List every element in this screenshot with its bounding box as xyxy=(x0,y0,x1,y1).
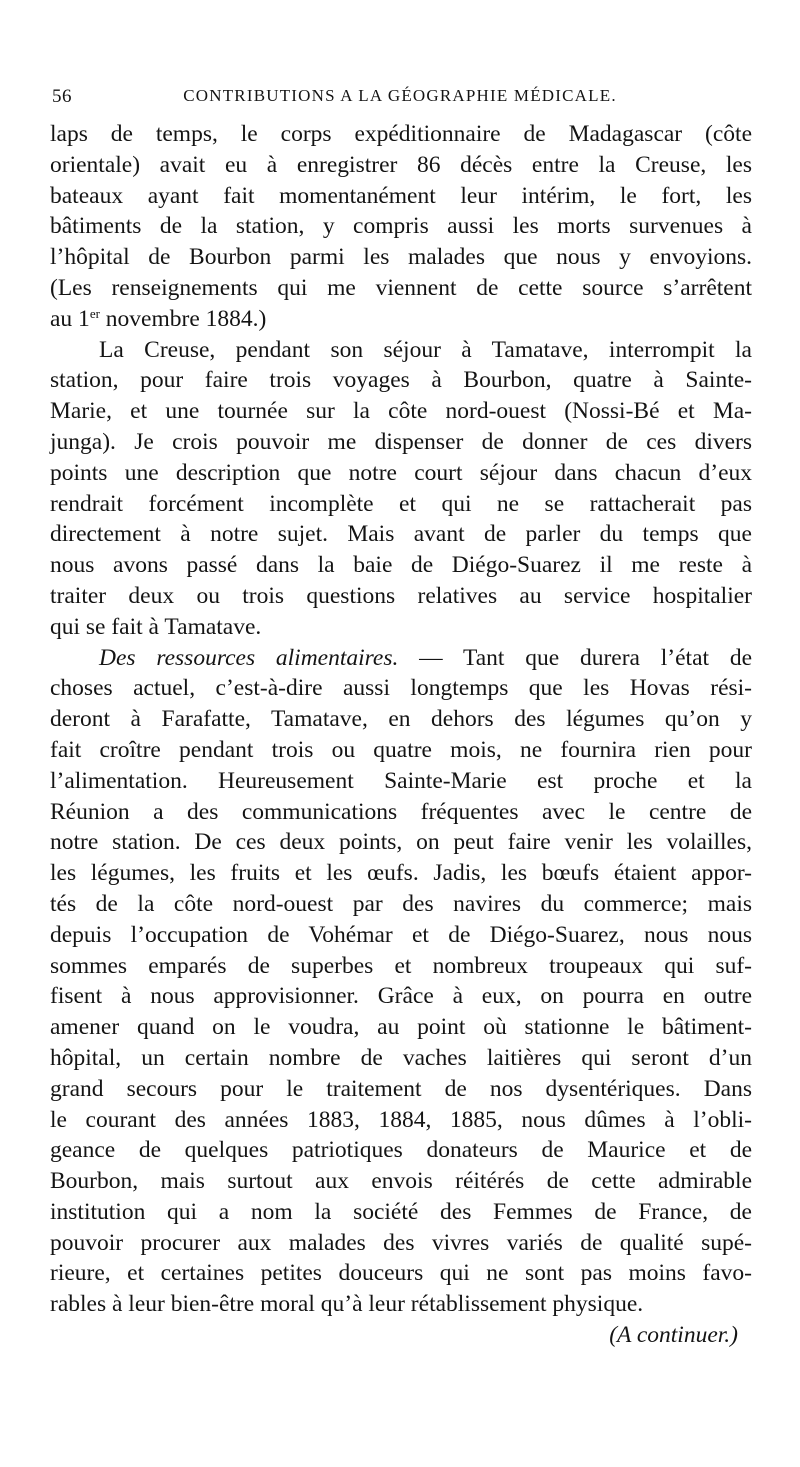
text-line: deront à Farafatte, Tamatave, en dehors des légumes qu’on y xyxy=(50,706,752,733)
text-line: institution qui a nom la société des Femmes de France, de xyxy=(50,1198,752,1225)
text-line: fait croître pendant trois ou quatre mois, ne fournira rien pour xyxy=(50,736,752,763)
text-line: notre station. De ces deux points, on peut faire venir les volailles, xyxy=(50,829,752,856)
text-line: hôpital, un certain nombre de vaches laitières qui seront d’un xyxy=(50,1044,752,1071)
text-line: nous avons passé dans la baie de Diégo-Suarez il me reste à xyxy=(50,552,752,579)
text-line: junga). Je crois pouvoir me dispenser de donner de ces divers xyxy=(50,428,752,455)
text-fragment: au 1 xyxy=(50,305,90,332)
text-line: pouvoir procurer aux malades des vivres variés de qualité supé- xyxy=(50,1229,752,1256)
text-line: le courant des années 1883, 1884, 1885, nous dûmes à l’obli- xyxy=(50,1106,752,1133)
text-line: directement à notre sujet. Mais avant de parler du temps que xyxy=(50,521,752,548)
text-line: rieure, et certaines petites douceurs qui ne sont pas moins favo- xyxy=(50,1260,752,1287)
text-line: l’hôpital de Bourbon parmi les malades que nous y envoyions. xyxy=(50,244,752,271)
text-line: (Les renseignements qui me viennent de cette source s’arrêtent xyxy=(50,274,752,301)
text-line: qui se fait à Tamatave. xyxy=(50,613,262,640)
text-line: points une description que notre court séjour dans chacun d’eux xyxy=(50,459,752,486)
text-line: bateaux ayant fait momentanément leur intérim, le fort, les xyxy=(50,182,752,209)
text-line: La Creuse, pendant son séjour à Tamatave, interrompit la xyxy=(99,336,752,363)
text-line: geance de quelques patriotiques donateurs de Maurice et de xyxy=(50,1137,752,1164)
text-line: rendrait forcément incomplète et qui ne se rattacherait pas xyxy=(50,490,752,517)
text-line: l’alimentation. Heureusement Sainte-Marie est proche et la xyxy=(50,767,752,794)
body-text xyxy=(50,119,752,1351)
text-line xyxy=(50,643,752,674)
text-line: choses actuel, c’est-à-dire aussi longtemps que les Hovas rési- xyxy=(50,675,752,702)
text-line: station, pour faire trois voyages à Bourbon, quatre à Sainte- xyxy=(50,367,752,394)
running-title: CONTRIBUTIONS A LA GÉOGRAPHIE MÉDICALE. xyxy=(183,86,617,105)
text-line: amener quand on le voudra, au point où stationne le bâtiment- xyxy=(50,1014,752,1041)
continuation-note xyxy=(50,1320,752,1351)
text-line: laps de temps, le corps expéditionnaire de Madagascar (côte xyxy=(50,121,752,147)
text-line: orientale) avait eu à enregistrer 86 décès entre la Creuse, les xyxy=(50,151,752,178)
section-heading: Des ressources alimentaires. xyxy=(99,644,399,671)
superscript: er xyxy=(89,305,100,321)
text-line: bâtiments de la station, y compris aussi les morts survenues à xyxy=(50,213,752,240)
page-number: 56 xyxy=(52,86,72,107)
text-line: rables à leur bien-être moral qu’à leur rétablissement physique. xyxy=(50,1291,644,1318)
text-line: les légumes, les fruits et les œufs. Jadis, les bœufs étaient appor- xyxy=(50,860,752,887)
page-header xyxy=(52,86,748,114)
continuation-text: (A continuer.) xyxy=(609,1322,738,1349)
text-line: depuis l’occupation de Vohémar et de Diégo-Suarez, nous nous xyxy=(50,921,752,948)
text-line: Réunion a des communications fréquentes avec le centre de xyxy=(50,798,752,825)
text-line: Bourbon, mais surtout aux envois réitérés de cette admirable xyxy=(50,1168,752,1195)
text-line: fisent à nous approvisionner. Grâce à eux, on pourra en outre xyxy=(50,983,752,1010)
text-line: traiter deux ou trois questions relatives au service hospitalier xyxy=(50,582,752,609)
text-line: grand secours pour le traitement de nos dysentériques. Dans xyxy=(50,1075,752,1102)
text-line xyxy=(50,304,752,335)
text-line: Marie, et une tournée sur la côte nord-ouest (Nossi-Bé et Ma- xyxy=(50,398,752,425)
text-fragment: novembre 1884.) xyxy=(99,305,267,332)
text-fragment: — Tant que durera l’état de xyxy=(398,644,752,671)
text-line: tés de la côte nord-ouest par des navires du commerce; mais xyxy=(50,890,752,917)
text-line: sommes emparés de superbes et nombreux troupeaux qui suf- xyxy=(50,952,752,979)
